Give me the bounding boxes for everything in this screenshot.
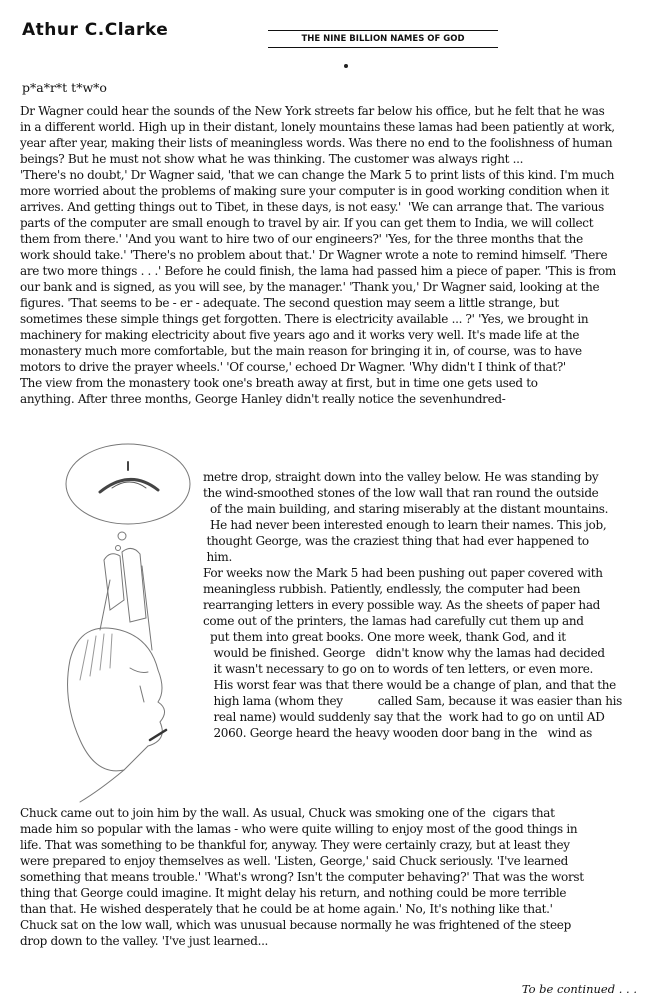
text-line: our bank and is signed, as you will see, by the manager.' 'Thank you,' Dr Wagner said, looking at the: [20, 280, 600, 294]
story-title-banner: [268, 30, 498, 52]
text-line: For weeks now the Mark 5 had been pushing out paper covered with: [203, 566, 603, 580]
bottom-text-block: [20, 805, 584, 949]
text-line: would be finished. George didn't know why the lamas had decided: [203, 646, 605, 660]
text-line: parts of the computer are small enough to travel by air. If you can get them to India, we will collect: [20, 216, 594, 230]
text-line: were prepared to enjoy themselves as well. 'Listen, George,' said Chuck seriously. 'I've learned: [20, 854, 568, 868]
text-line: work should take.' 'There's no problem about that.' Dr Wagner wrote a note to remind himself. 'There: [20, 248, 608, 262]
text-line: year after year, making their lists of meaningless words. Was there no end to the foolishness of human: [20, 136, 613, 150]
story-title: THE NINE BILLION NAMES OF GOD: [301, 34, 465, 44]
text-line: him.: [203, 550, 232, 564]
text-line: arrives. And getting things out to Tibet, in these days, is not easy.' 'We can arrange that. The various: [20, 200, 604, 214]
text-line: than that. He wished desperately that he could be at home again.' No, It's nothing like that.': [20, 902, 553, 916]
text-line: are two more things . . .' Before he could finish, the lama had passed him a piece of paper. 'This is from: [20, 264, 616, 278]
text-line: anything. After three months, George Hanley didn't really notice the sevenhundred-: [20, 392, 506, 406]
to-be-continued-note: To be continued . . .: [521, 982, 637, 996]
figure-sketch-2: [122, 548, 146, 622]
text-line: Dr Wagner could hear the sounds of the New York streets far below his office, but he felt that he was: [20, 104, 605, 118]
text-line: 'There's no doubt,' Dr Wagner said, 'that we can change the Mark 5 to print lists of this kind. I'm much: [20, 168, 615, 182]
thought-bubble: [66, 444, 190, 524]
ink-dot: [344, 64, 348, 68]
text-line: in a different world. High up in their distant, lonely mountains these lamas had been patiently at work,: [20, 120, 615, 134]
text-line: life. That was something to be thankful for, anyway. They were certainly crazy, but at least they: [20, 838, 570, 852]
text-line: 2060. George heard the heavy wooden door bang in the wind as: [203, 726, 593, 740]
text-line: motors to drive the prayer wheels.' 'Of course,' echoed Dr Wagner. 'Why didn't I think of that?': [20, 360, 566, 374]
text-line: real name) would suddenly say that the work had to go on until AD: [203, 710, 605, 724]
text-line: it wasn't necessary to go on to words of ten letters, or even more.: [203, 662, 594, 676]
text-line: thing that George could imagine. It might delay his return, and nothing could be more terrible: [20, 886, 567, 900]
text-line: meaningless rubbish. Patiently, endlessly, the computer had been: [203, 582, 581, 596]
text-line: beings? But he must not show what he was thinking. The customer was always right ...: [20, 152, 524, 166]
pencil-sketch-illustration: [40, 440, 220, 810]
top-text-block: [20, 103, 616, 407]
text-line: His worst fear was that there would be a change of plan, and that the: [203, 678, 616, 692]
text-line: metre drop, straight down into the valley below. He was standing by: [203, 470, 599, 484]
author-name: Athur C.Clarke: [22, 20, 169, 40]
text-line: He had never been interested enough to learn their names. This job,: [203, 518, 607, 532]
face-profile-sketch: [124, 670, 165, 770]
text-line: Chuck sat on the low wall, which was unusual because normally he was frightened of the steep: [20, 918, 571, 932]
text-line: high lama (whom they called Sam, because it was easier than his: [203, 694, 622, 708]
title-rule-bottom: [268, 47, 498, 48]
title-rule-top: [268, 30, 498, 31]
text-line: Chuck came out to join him by the wall. As usual, Chuck was smoking one of the cigars that: [20, 806, 555, 820]
side-text-block: [203, 469, 622, 741]
hat-brim-sketch: [100, 479, 158, 492]
text-line: thought George, was the craziest thing that had ever happened to: [203, 534, 589, 548]
text-line: figures. 'That seems to be - er - adequate. The second question may seem a little strange, but: [20, 296, 559, 310]
text-line: of the main building, and staring miserably at the distant mountains.: [203, 502, 609, 516]
text-line: put them into great books. One more week, thank God, and it: [203, 630, 566, 644]
text-line: the wind-smoothed stones of the low wall that ran round the outside: [203, 486, 599, 500]
text-line: them from there.' 'And you want to hire two of our engineers?' 'Yes, for the three months that the: [20, 232, 583, 246]
text-line: made him so popular with the lamas - who were quite willing to enjoy most of the good things in: [20, 822, 578, 836]
text-line: something that means trouble.' 'What's wrong? Isn't the computer behaving?' That was the worst: [20, 870, 584, 884]
text-line: The view from the monastery took one's breath away at first, but in time one gets used to: [20, 376, 538, 390]
text-line: drop down to the valley. 'I've just learned...: [20, 934, 269, 948]
text-line: come out of the printers, the lamas had carefully cut them up and: [203, 614, 584, 628]
text-line: more worried about the problems of making sure your computer is in good working condition when it: [20, 184, 609, 198]
text-line: machinery for making electricity about five years ago and it works very well. It's made life at the: [20, 328, 580, 342]
text-line: rearranging letters in every possible way. As the sheets of paper had: [203, 598, 601, 612]
part-label: p*a*r*t t*w*o: [22, 80, 107, 95]
text-line: monastery much more comfortable, but the main reason for bringing it in, of course, was to have: [20, 344, 582, 358]
text-line: sometimes these simple things get forgotten. There is electricity available ... ?' 'Yes, we brought in: [20, 312, 589, 326]
figure-sketch-1: [104, 554, 124, 610]
